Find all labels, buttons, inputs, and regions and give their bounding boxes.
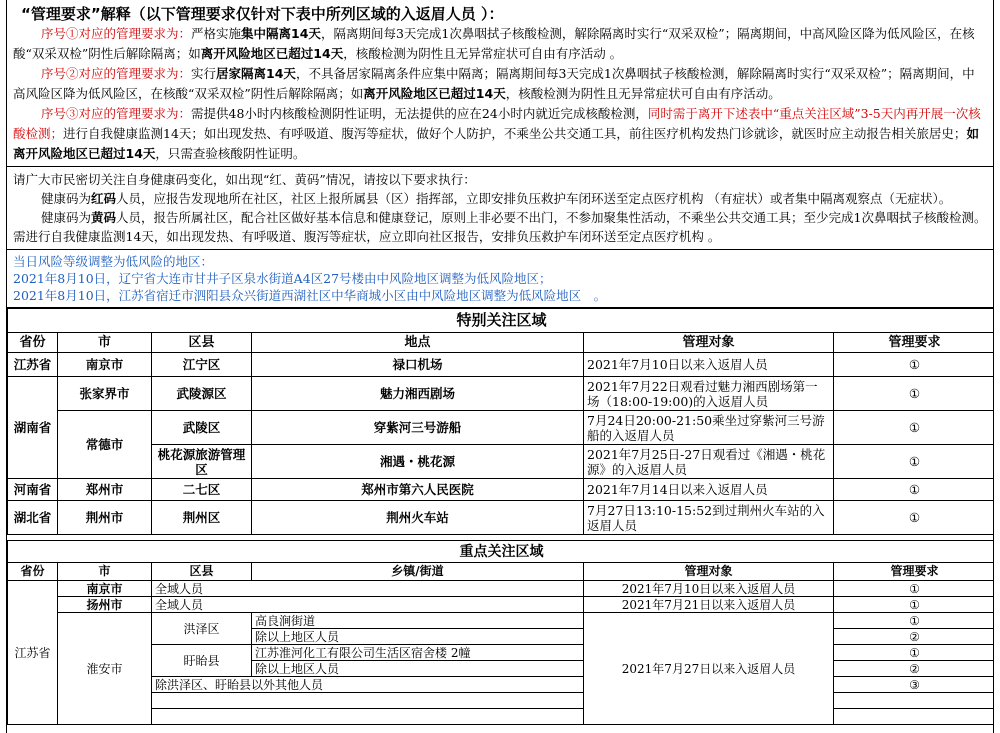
table-row: 除以上地区人员 ②: [8, 661, 995, 677]
table-row: 淮安市 洪泽区 高良涧街道 2021年7月27日以来入返眉人员 ①: [8, 613, 995, 629]
req2-label: 序号②对应的管理要求为：: [41, 66, 192, 81]
col-province: 省份: [8, 563, 58, 581]
requirement-3: 序号③对应的管理要求为：需提供48小时内核酸检测阴性证明，无法提供的应在24小时内就近完成核酸检测，同时需于离开下述表中“重点关注区域”3-5天内再开展一次核酸检测；进行自我健康监测14天；如出现发热、有呼吸道、腹泻等症状，做好个人防护，不乘坐公共交通工具，前往医疗机构发热门诊就诊，就医时应主动报告相关旅居史；如离开风险地区已超过14天，只需查验核酸阴性证明。: [13, 106, 981, 161]
special-section-title: 特别关注区域: [8, 309, 995, 333]
page: [6, 0, 994, 733]
key-section-title: 重点关注区域: [8, 541, 995, 563]
col-city: 市: [58, 563, 152, 581]
health-code-notice: [7, 167, 993, 250]
col-target: 管理对象: [584, 333, 834, 353]
table-row: 常德市 武陵区 穿紫河三号游船 7月24日20:00-21:50乘坐过穿紫河三号游船的入返眉人员 ①: [8, 411, 995, 445]
table-row: 除洪泽区、盱眙县以外其他人员 ③: [8, 677, 995, 693]
col-requirement: 管理要求: [834, 563, 995, 581]
col-town-street: 乡镇/街道: [252, 563, 584, 581]
col-district: 区县: [152, 333, 252, 353]
management-explanation: [7, 0, 993, 167]
table-row: 除以上地区人员 ②: [8, 629, 995, 645]
table-row: 湖北省 荆州市 荆州区 荆州火车站 7月27日13:10-15:52到过荆州火车站的入返眉人员 ①: [8, 501, 995, 535]
explanation-title: “管理要求”解释（以下管理要求仅针对下表中所列区域的入返眉人员 ）：: [21, 5, 504, 23]
yellow-code-rule: 健康码为黄码人员，报告所属社区，配合社区做好基本信息和健康登记，原则上非必要不出门，不参加聚集性活动，不乘坐公共交通工具；至少完成1次鼻咽拭子核酸检测。需进行自我健康监测14天，如出现发热、有呼吸道、腹泻等症状，应立即向社区报告，安排负压救护车闭环送至定点医疗机构 。: [13, 210, 987, 244]
requirement-1: 序号①对应的管理要求为：严格实施集中隔离14天，隔离期间每3天完成1次鼻咽拭子核酸检测，解除隔离时实行“双采双检”；隔离期间，中高风险区降为低风险区，在核酸“双采双检”阴性后解除隔离；如离开风险地区已超过14天，核酸检测为阴性且无异常症状可自由有序活动 。: [13, 26, 975, 61]
risk-title: 当日风险等级调整为低风险的地区：: [13, 254, 214, 269]
table-row: 扬州市 全域人员 2021年7月21日以来入返眉人员 ①: [8, 597, 995, 613]
table-row: 江苏省 南京市 全域人员 2021年7月10日以来入返眉人员 ①: [8, 581, 995, 597]
risk-line-2: 2021年8月10日，江苏省宿迁市泗阳县众兴街道西湖社区中华商城小区由中风险地区调整为低风险地区 。: [13, 288, 607, 303]
col-city: 市: [58, 333, 152, 353]
col-requirement: 管理要求: [834, 333, 995, 353]
col-district: 区县: [152, 563, 252, 581]
col-province: 省份: [8, 333, 58, 353]
col-target: 管理对象: [584, 563, 834, 581]
col-location: 地点: [252, 333, 584, 353]
health-code-intro: 请广大市民密切关注自身健康码变化，如出现“红、黄码”情况，请按以下要求执行：: [13, 172, 476, 187]
key-attention-table: [7, 540, 994, 725]
table-row: 桃花源旅游管理区 湘遇・桃花源 2021年7月25日-27日观看过《湘遇・桃花源》的入返眉人员 ①: [8, 445, 995, 479]
requirement-2: 序号②对应的管理要求为：实行居家隔离14天，不具备居家隔离条件应集中隔离；隔离期间每3天完成1次鼻咽拭子核酸检测，解除隔离时实行“双采双检”；隔离期间，中高风险区降为低风险区，在核酸“双采双检”阴性后解除隔离；如离开风险地区已超过14天，核酸检测为阴性且无异常症状可自由有序活动。: [13, 66, 975, 101]
risk-line-1: 2021年8月10日，辽宁省大连市甘井子区泉水街道A4区27号楼由中风险地区调整为低风险地区；: [13, 271, 552, 286]
table-row: 江苏省 南京市 江宁区 禄口机场 2021年7月10日以来入返眉人员 ①: [8, 353, 995, 377]
table-row: 河南省 郑州市 二七区 郑州市第六人民医院 2021年7月14日以来入返眉人员 ①: [8, 479, 995, 501]
req1-label: 序号①对应的管理要求为：: [41, 26, 192, 41]
req3-label: 序号③对应的管理要求为：: [41, 106, 192, 121]
table-row: 盱眙县 江苏淮河化工有限公司生活区宿舍楼 2幢 ①: [8, 645, 995, 661]
red-code-rule: 健康码为红码人员，应报告发现地所在社区，社区上报所属县（区）指挥部，立即安排负压救护车闭环送至定点医疗机构 （有症状）或者集中隔离观察点（无症状）。: [41, 191, 952, 206]
risk-adjustment-notice: [7, 250, 993, 308]
table-row: 湖南省 张家界市 武陵源区 魅力湘西剧场 2021年7月22日观看过魅力湘西剧场第一场（18:00-19:00)的入返眉人员 ①: [8, 377, 995, 411]
special-attention-table: [7, 308, 994, 535]
